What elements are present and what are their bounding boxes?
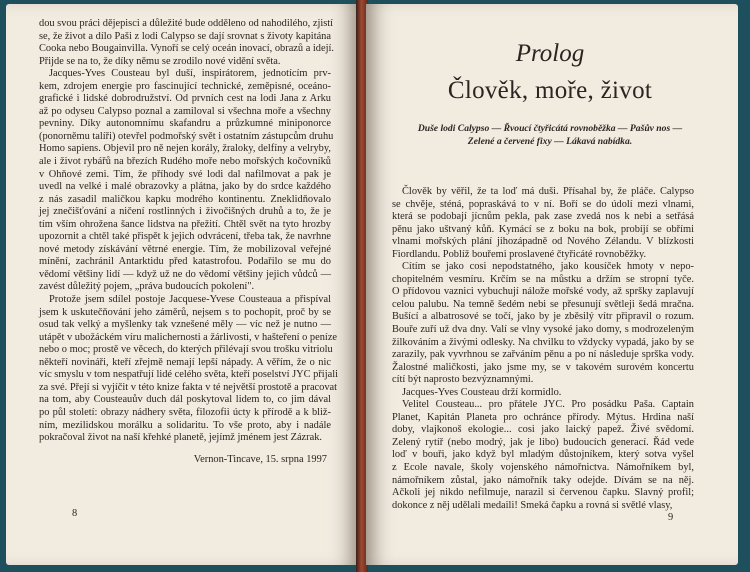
chapter-heading <box>380 40 720 106</box>
text-line: Cítím se jako cosi nepodstatného, jako kousíček hmoty v nepo- <box>402 261 694 273</box>
text-line: v Ohňové zemi. Tím, že příhody své lodi dal nafilmovat a pak je <box>39 168 331 180</box>
text-line: dou svou práci dějepisci a důležité bude odděleno od nahodilého, zjistí <box>39 18 334 29</box>
left-page <box>6 4 358 565</box>
text-line: osud tak velký a myšlenky tak vznešené měly — víc než je nutno — <box>39 319 331 331</box>
chapter-title: Člověk, moře, život <box>447 77 653 104</box>
text-line: víc smyslu v tom nespatřují lidé celého světa, kteří poselství JYC přijali <box>39 369 338 381</box>
text-line: ním, mezilidskou morálku a solidaritu. To vše proto, aby i nadále <box>39 419 331 431</box>
page-number-left: 8 <box>72 508 78 519</box>
text-line: z nás zasadil maličkou kapku modrého kontinentu. Zneklidňovalo <box>39 193 331 205</box>
text-line: (ponorněmu talíři) otevřel podmořský svět i ostatním zástupcům druhu <box>39 130 334 142</box>
text-line: se, že život a dílo Paši z lodi Calypso se dají srovnat s životy kapitána <box>39 30 331 42</box>
text-line: námořníkem zůstal, jako námořník taky odejde. Dívám se na něj. <box>392 474 694 486</box>
text-line: Přijde se na to, že díky němu se zrodilo nové vidění světa. <box>39 55 281 67</box>
text-line: pevniny. Díky autonomnímu skafandru a průzkumné miniponorce <box>39 118 331 130</box>
text-line: někteří novináři, kteří zřejmě nemají lepší nápady. A věřím, že o nic <box>39 356 331 368</box>
text-line: Cooka nebo Bougainvilla. Vynoří se celý oceán inovací, obrazů a idejí. <box>39 43 334 55</box>
text-line: kem, zdrojem energie pro fascinující technické, zeměpisné, oceáno- <box>39 80 331 92</box>
right-page <box>366 4 738 565</box>
text-line: celou palubu. Na temně šedém nebi se přesunují světleji šedá mračna. <box>392 298 694 310</box>
text-line: zarazily, pak vyvrhnou se zařváním pěnu a po ní následuje sprška vody. <box>392 349 694 361</box>
text-line: uvedl na velké i malé obrazovky a plátna, jako by do srdce každého <box>39 181 331 193</box>
text-line: jsem k uskutečňování jeho záměrů, nejsem s to pochopit, proč by se <box>39 306 331 318</box>
text-line: ale i život rybářů na březích Rudého moře nebo mořských kočovníků <box>39 156 331 168</box>
left-body-text <box>39 18 338 466</box>
chapter-summary <box>388 123 712 148</box>
text-line: upozornit a chtěl také přispět k jejich odvrácení, třeba tak, že navrhne <box>39 231 331 243</box>
text-line: Velitel Cousteau... pro přátele JYC. Pro posádku Paša. Captain <box>402 399 694 411</box>
text-line: se chvěje, sténá, popraskává to v ní. Boří se do údolí mezi vlnami, <box>392 198 694 210</box>
text-line: cítí být naprosto bezvýznamnými. <box>392 374 534 386</box>
text-line: mínění, zachránil Antarktidu před katastrofou. Podařilo se mu do <box>39 256 331 268</box>
text-line: pokračoval život na naší křehké planetě, jejímž jménem jest Zázrak. <box>39 432 323 444</box>
text-line: jej znečišťování a ničení rostlinných i živočišných druhů a to, že je <box>39 206 331 218</box>
text-line: po půl století: obrazy nádhery světa, filozofii úcty k přírodě a k bliž- <box>39 406 331 418</box>
text-line: Zelený rytíř (nebo modrý, jak je libo) budoucích generací. Řád vede <box>392 436 694 448</box>
prolog-label: Prolog <box>515 40 585 67</box>
text-line: Protože jsem sdílel postoje Jacquese-Yvese Cousteaua a přispíval <box>49 294 331 306</box>
page-number-right: 9 <box>668 512 674 523</box>
text-line: nové metody získávání větrné energie. Tím, že mobilizoval veřejné <box>39 243 331 255</box>
text-line: loď v bouři, jako když byl mladým důstojníkem, který sotva vyšel <box>392 449 694 461</box>
summary-line: Zelené a červené fixy — Lákavá nabídka. <box>467 135 633 147</box>
text-line: Fiordlandu. Poblíž bouřemi proslavené čtyřicáté rovnoběžky. <box>392 248 647 260</box>
text-line: Planet, Kapitán Planeta pro ochránce přírody. Mýtus. Hrdina naší <box>392 411 694 423</box>
text-line: grafické i lidské dobrodružství. Od prvních cest na lodi Jana z Arku <box>39 93 331 105</box>
summary-line: Duše lodi Calypso — Řvoucí čtyřicátá rovnoběžka — Pašův nos — <box>417 123 683 134</box>
text-line: z Ecole navale, školy vojenského námořnictva. Námořníkem byl, <box>392 462 694 474</box>
text-line: až po odyseu Calypso poznal a zamiloval si všechna moře a všechny <box>39 105 331 117</box>
text-line: za své. Přejí si vyjíčit v této knize fakta v té největší prostotě a pracovat <box>39 381 338 393</box>
text-line: chopitelném vesmíru. Krčím se na můstku a držím se stropní tyče. <box>392 273 694 285</box>
text-line: utápět v ubožáckém víru malichernosti a žárlivosti, v hašteření o peníze <box>39 331 338 343</box>
text-line: která se podobají jícnům pekla, pak zase zvedá nos k nebi a setřásá <box>392 211 694 223</box>
text-line: Bouře zuří už dva dny. Valí se vlny vysoké jako domy, s modrozeleným <box>392 324 694 336</box>
text-line: doby, vlajkonoš ekologie... cosi jako laický papež. Živé svědomí. <box>392 424 694 436</box>
text-line: nebo o moc; prostě ve věcech, do kterých přilévají svou trošku vitriolu <box>39 344 333 356</box>
text-line: vědomí většiny lidí — když už ne do vědomí většiny jejich vůdců — <box>39 268 331 280</box>
text-line: pěnu jako uštvaný kůň. Kymácí se z boku na bok, probíjí se obřími <box>392 223 694 235</box>
text-line: O přídovou vaznici vybuchují nálože mořské vody, až spršky zaplavují <box>392 286 694 298</box>
text-line: Člověk by věřil, že ta loď má duši. Přísahal by, že pláče. Calypso <box>402 186 694 197</box>
right-body-text <box>392 186 694 512</box>
text-line: vlnami mořských plání jihozápadně od Nového Zélandu. V blízkosti <box>392 236 694 248</box>
text-line: na tom, aby Cousteauův duch dál poskytoval lidem to, co jim dával <box>39 394 331 406</box>
text-line: Žalostné maličkosti, jako jsme my, se v takovém surovém koncertu <box>392 361 694 373</box>
signature-date: Vernon-Tincave, 15. srpna 1997 <box>193 453 327 465</box>
text-line: Ačkoli jej nikdo nefilmuje, narazil si červenou čapku. Slavný profil; <box>392 487 694 499</box>
text-line: dokonce z něj udělali medaili! Smeká čapku a rovná si světlé vlasy, <box>392 499 673 511</box>
text-line: Bušící a albatrosové se točí, jako by je zběsilý vítr připravil o rozum. <box>392 311 694 323</box>
text-line: Homo sapiens. Objevil pro ně nejen korály, žraloky, delfíny a velryby, <box>39 143 331 155</box>
text-line: tím vším ohrožena šance lidstva na přežití. Chtěl svět na tyto hrozby <box>39 218 331 230</box>
text-line: zavést důležitý pojem, „práva budoucích pokolení". <box>39 281 255 293</box>
text-line: žilkováním a živými odlesky. Na chvilku to vždycky vypadá, jako by se <box>392 336 694 348</box>
text-line: Jacques-Yves Cousteau byl duší, inspirátorem, jednotícím prv- <box>49 68 331 80</box>
text-line: Jacques-Yves Cousteau drží kormidlo. <box>402 386 562 398</box>
